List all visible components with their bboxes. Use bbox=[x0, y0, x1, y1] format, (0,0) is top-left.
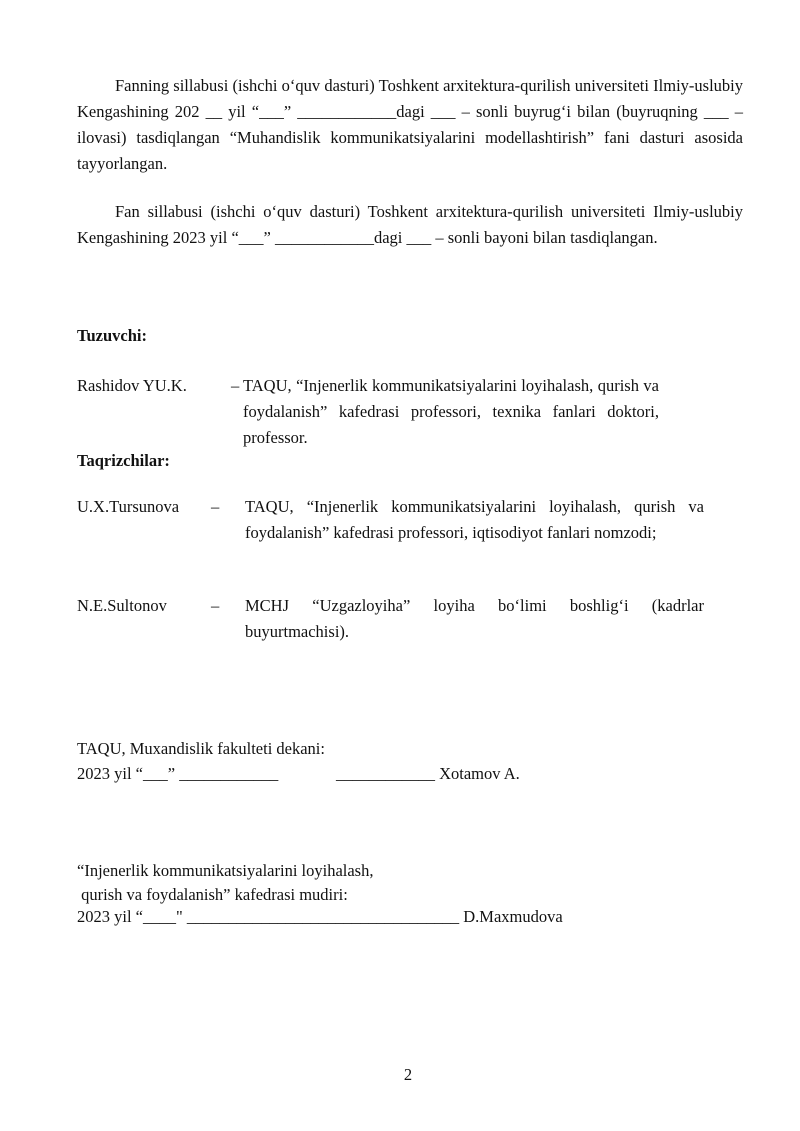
syllabus-basis-paragraph: Fanning sillabusi (ishchi o‘quv dasturi) Toshkent arxitektura-qurilish universiteti Ilmiy-uslubiy Kengashining 202 __ yil “___” ____________dagi ___ – sonli buyrug‘i bilan (buyruqning ___ – ilovasi) tasdiqlangan “Muhandislik kommunikatsiyalarini modellashtirish” fani dasturi asosida tayyorlangan. bbox=[77, 76, 743, 173]
compiler-description: TAQU, “Injenerlik kommunikatsiyalarini loyihalash, qurish va foydalanish” kafedrasi professori, texnika fanlari doktori, professor. bbox=[243, 376, 659, 447]
reviewer-dash: – bbox=[211, 596, 220, 615]
syllabus-approval-paragraph: Fan sillabusi (ishchi o‘quv dasturi) Toshkent arxitektura-qurilish universiteti Ilmiy-uslubiy Kengashining 2023 yil “___” ____________dagi ___ – sonli bayoni bilan tasdiqlangan. bbox=[77, 202, 743, 247]
department-head-signature-line: 2023 yil “____" _________________________________ D.Maxmudova bbox=[77, 907, 563, 926]
compiler-dash: – bbox=[231, 376, 240, 395]
reviewers-heading: Taqrizchilar: bbox=[77, 451, 170, 470]
department-head-title: “Injenerlik kommunikatsiyalarini loyihalash, bbox=[77, 861, 374, 880]
department-head-title: qurish va foydalanish” kafedrasi mudiri: bbox=[77, 885, 348, 904]
reviewer-name: U.X.Tursunova bbox=[77, 497, 180, 516]
reviewer-description: TAQU, “Injenerlik kommunikatsiyalarini loyihalash, qurish va foydalanish” kafedrasi professori, iqtisodiyot fanlari nomzodi; bbox=[245, 497, 704, 542]
dean-signature-line: 2023 yil “___” ____________ ____________ Xotamov A. bbox=[77, 764, 520, 783]
reviewer-name: N.E.Sultonov bbox=[77, 596, 167, 615]
reviewer-description: MCHJ “Uzgazloyiha” loyiha bo‘limi boshlig‘i (kadrlar buyurtmachisi). bbox=[245, 596, 704, 641]
compiler-heading: Tuzuvchi: bbox=[77, 326, 147, 345]
dean-title: TAQU, Muxandislik fakulteti dekani: bbox=[77, 739, 325, 758]
reviewer-dash: – bbox=[211, 497, 220, 516]
page-number: 2 bbox=[403, 1065, 413, 1084]
compiler-name: Rashidov YU.K. bbox=[77, 376, 187, 395]
